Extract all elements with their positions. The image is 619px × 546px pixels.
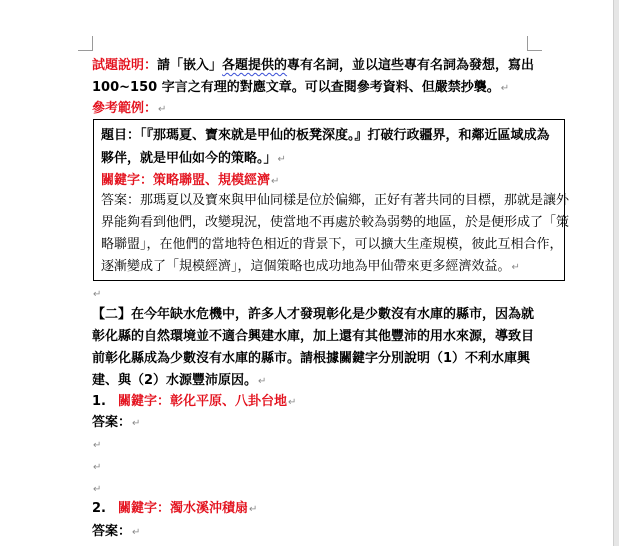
question2-text-3: 前彰化縣成為少數沒有水庫的縣市。請根據關鍵字分別說明（1）不利水庫興 xyxy=(92,351,531,366)
example-answer-text-3: 略聯盟」，在他們的當地特色相近的背景下，可以擴大生產規模，彼此互相合作， xyxy=(101,237,563,252)
paragraph-mark: ↵ xyxy=(93,440,102,451)
blank-line[interactable] xyxy=(92,437,101,454)
paragraph-mark: ↵ xyxy=(93,289,102,300)
blank-line[interactable] xyxy=(92,459,101,476)
paragraph-mark: ↵ xyxy=(132,418,141,429)
item-2-keywords-line[interactable] xyxy=(92,501,257,518)
item-2-answer-line[interactable] xyxy=(92,524,140,541)
item-2-answer-label: 答案： xyxy=(92,524,132,539)
example-answer-text-2: 界能夠看到他們，改變現況，使當地不再處於較為弱勢的地區，於是便形成了「策 xyxy=(101,215,570,230)
question2-line-4[interactable] xyxy=(92,373,266,390)
instructions-text-2: 專有名詞，並以這些專有名詞為發想，寫出 xyxy=(287,58,535,73)
paragraph-mark: ↵ xyxy=(258,376,267,387)
question2-line-3[interactable] xyxy=(92,351,530,367)
question2-text-1: 【二】在今年缺水危機中，許多人才發現彰化是少數沒有水庫的縣市，因為就 xyxy=(92,307,535,322)
example-keywords: 關鍵字：策略聯盟、規模經濟 xyxy=(101,173,271,188)
question2-line-1[interactable] xyxy=(92,307,534,323)
item-1-keywords-line[interactable] xyxy=(92,394,296,411)
paragraph-mark: ↵ xyxy=(500,83,510,94)
item-1-keywords: 關鍵字：彰化平原、八卦台地 xyxy=(118,394,288,409)
paragraph-mark: ↵ xyxy=(249,504,258,515)
example-topic-line-2[interactable] xyxy=(101,151,286,168)
paragraph-mark: ↵ xyxy=(511,262,520,273)
crop-mark-top-left xyxy=(78,36,93,51)
example-topic-line-1[interactable] xyxy=(101,128,550,144)
page-edge xyxy=(613,0,619,546)
paragraph-mark: ↵ xyxy=(93,462,102,473)
instructions-text-wavy: 各題提供的 xyxy=(222,58,288,73)
paragraph-mark: ↵ xyxy=(277,154,286,165)
example-answer-line-1[interactable] xyxy=(101,193,569,209)
example-keywords-line[interactable] xyxy=(101,173,279,190)
example-answer-line-4[interactable] xyxy=(101,259,520,276)
instructions-label: 試題說明： xyxy=(92,58,158,73)
instructions-line-1[interactable] xyxy=(92,58,534,74)
item-2-number: 2. xyxy=(92,501,106,516)
item-1-answer-line[interactable] xyxy=(92,415,140,432)
item-1-answer-label: 答案： xyxy=(92,415,132,430)
example-answer-text-1: 答案：那瑪夏以及寶來與甲仙同樣是位於偏鄉，正好有著共同的目標，那就是讓外 xyxy=(101,193,570,208)
paragraph-mark: ↵ xyxy=(271,176,280,187)
instructions-text-1: 請「嵌入」 xyxy=(157,58,223,73)
paragraph-mark: ↵ xyxy=(132,527,141,538)
example-topic-text-2: 夥伴，就是甲仙如今的策略。」 xyxy=(101,151,277,166)
item-2-keywords: 關鍵字：濁水溪沖積扇 xyxy=(118,501,249,516)
question2-text-2: 彰化縣的自然環境並不適合興建水庫，加上還有其他豐沛的用水來源，導致目 xyxy=(92,329,535,344)
paragraph-mark: ↵ xyxy=(158,104,167,115)
paragraph-mark: ↵ xyxy=(288,397,297,408)
instructions-text-3: 100~150 字言之有理的對應文章。可以查閱參考資料、但嚴禁抄襲。 xyxy=(92,80,500,95)
item-1-number: 1. xyxy=(92,394,106,409)
example-answer-line-2[interactable] xyxy=(101,215,569,231)
question2-line-2[interactable] xyxy=(92,329,534,345)
paragraph-mark: ↵ xyxy=(93,484,102,495)
blank-line[interactable] xyxy=(92,286,101,303)
example-label: 參考範例： xyxy=(92,101,158,116)
example-label-line[interactable] xyxy=(92,101,166,118)
blank-line[interactable] xyxy=(92,481,101,498)
instructions-line-2[interactable] xyxy=(92,80,509,97)
question2-text-4: 建、與（2）水源豐沛原因。 xyxy=(92,373,258,388)
crop-mark-top-right xyxy=(527,36,542,51)
example-answer-line-3[interactable] xyxy=(101,237,563,253)
example-answer-text-4: 逐漸變成了「規模經濟」，這個策略也成功地為甲仙帶來更多經濟效益。 xyxy=(101,259,511,274)
example-topic-text-1: 題目：「『那瑪夏、寶來就是甲仙的板凳深度。』打破行政疆界，和鄰近區域成為 xyxy=(101,128,550,143)
